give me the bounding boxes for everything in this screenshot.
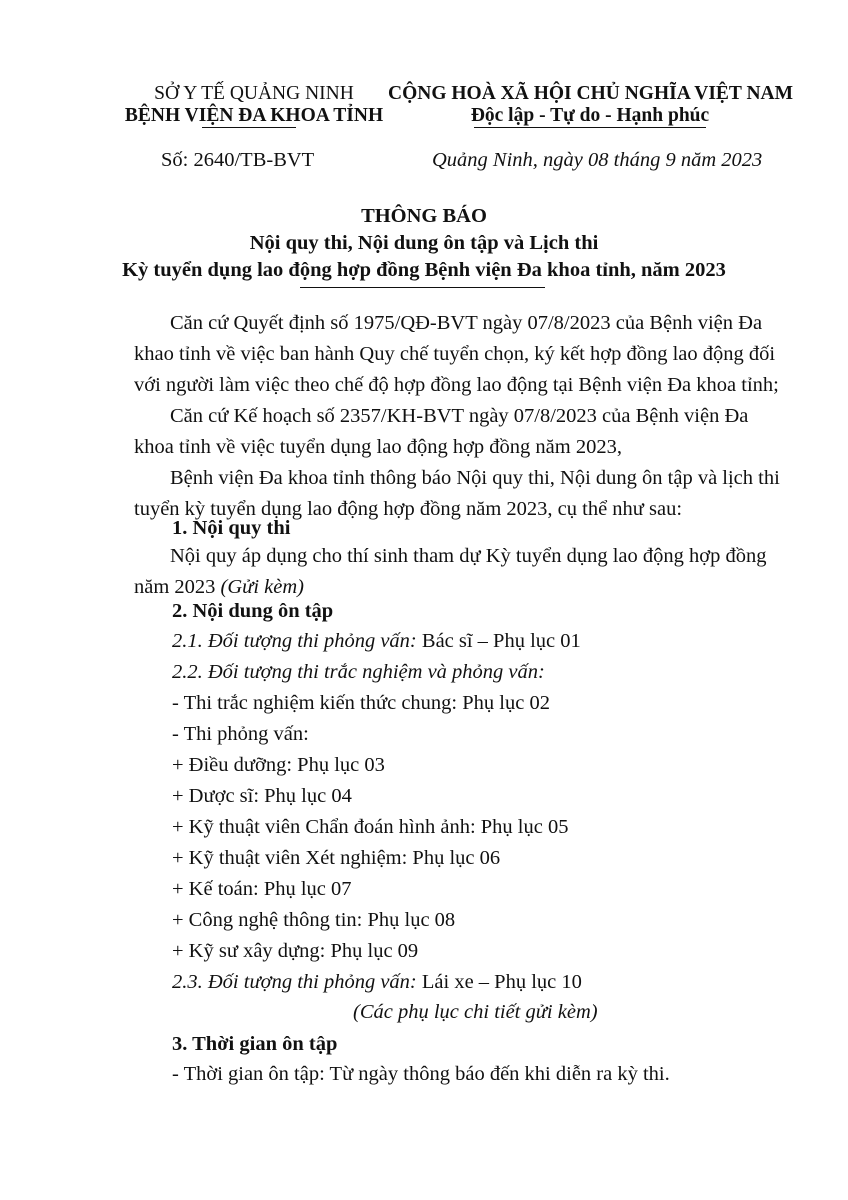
- page-title: THÔNG BÁO: [361, 205, 487, 227]
- nation-title: CỘNG HOÀ XÃ HỘI CHỦ NGHĨA VIỆT NAM: [388, 83, 794, 104]
- paragraph-line: Bệnh viện Đa khoa tỉnh thông báo Nội quy thi, Nội dung ôn tập và lịch thi: [170, 467, 780, 489]
- place-date: Quảng Ninh, ngày 08 tháng 9 năm 2023: [432, 149, 763, 171]
- nation-motto: Độc lập - Tự do - Hạnh phúc: [470, 105, 710, 126]
- list-item: + Kỹ thuật viên Xét nghiệm: Phụ lục 06: [172, 847, 501, 869]
- item-value: Lái xe – Phụ lục 10: [416, 971, 582, 993]
- title-underline: [300, 287, 545, 288]
- paragraph-line: tuyển kỳ tuyển dụng lao động hợp đồng năm 2023, cụ thể như sau:: [134, 498, 683, 520]
- review-item-2-2: 2.2. Đối tượng thi trắc nghiệm và phỏng vấn:: [172, 661, 545, 683]
- list-item: + Điều dưỡng: Phụ lục 03: [172, 754, 385, 776]
- paragraph-line: Căn cứ Kế hoạch số 2357/KH-BVT ngày 07/8/2023 của Bệnh viện Đa: [170, 405, 749, 427]
- review-item-2-1: [172, 628, 581, 654]
- item-label: 2.3. Đối tượng thi phỏng vấn:: [172, 971, 417, 993]
- item-label: 2.1. Đối tượng thi phỏng vấn:: [172, 630, 417, 652]
- paragraph-line: khao tỉnh về việc ban hành Quy chế tuyển chọn, ký kết hợp đồng lao động đối: [134, 343, 776, 365]
- title-line-2: Kỳ tuyển dụng lao động hợp đồng Bệnh viện Đa khoa tỉnh, năm 2023: [122, 259, 726, 281]
- paragraph-line: khoa tỉnh về việc tuyển dụng lao động hợp đồng năm 2023,: [134, 436, 622, 458]
- section-heading-rules: 1. Nội quy thi: [172, 517, 291, 539]
- paragraph-line: với người làm việc theo chế độ hợp đồng lao động tại Bệnh viện Đa khoa tỉnh;: [134, 374, 779, 396]
- general-knowledge-test: - Thi trắc nghiệm kiến thức chung: Phụ lục 02: [172, 692, 550, 714]
- intro-paragraph-1: [134, 308, 779, 401]
- list-item: + Công nghệ thông tin: Phụ lục 08: [172, 909, 456, 931]
- title-line-1: Nội quy thi, Nội dung ôn tập và Lịch thi: [249, 232, 599, 254]
- appendix-note: (Các phụ lục chi tiết gửi kèm): [353, 1001, 598, 1023]
- motto-underline: [474, 127, 706, 128]
- review-item-2-3: [172, 969, 582, 995]
- paragraph-line: Nội quy áp dụng cho thí sinh tham dự Kỳ tuyển dụng lao động hợp đồng: [170, 545, 767, 567]
- interview-heading: - Thi phỏng vấn:: [172, 723, 309, 745]
- list-item: + Kế toán: Phụ lục 07: [172, 878, 352, 900]
- hospital-name: BỆNH VIỆN ĐA KHOA TỈNH: [124, 105, 384, 126]
- paragraph-line: Căn cứ Quyết định số 1975/QĐ-BVT ngày 07/8/2023 của Bệnh viện Đa: [170, 312, 763, 334]
- section-1-paragraph: [134, 541, 767, 603]
- intro-paragraph-2: [134, 401, 749, 463]
- list-item: + Kỹ sư xây dựng: Phụ lục 09: [172, 940, 419, 962]
- attached-note: (Gửi kèm): [220, 576, 305, 598]
- list-item: + Kỹ thuật viên Chẩn đoán hình ảnh: Phụ lục 05: [172, 816, 569, 838]
- issuing-agency: SỞ Y TẾ QUẢNG NINH: [154, 83, 354, 104]
- list-item: + Dược sĩ: Phụ lục 04: [172, 785, 352, 807]
- year-text: năm 2023: [134, 576, 221, 598]
- hospital-underline: [202, 127, 296, 128]
- review-period-text: - Thời gian ôn tập: Từ ngày thông báo đến khi diễn ra kỳ thi.: [172, 1063, 670, 1085]
- section-heading-schedule: 3. Thời gian ôn tập: [172, 1033, 338, 1055]
- item-value: Bác sĩ – Phụ lục 01: [416, 630, 581, 652]
- document-number: Số: 2640/TB-BVT: [161, 149, 315, 171]
- section-heading-review: 2. Nội dung ôn tập: [172, 600, 334, 622]
